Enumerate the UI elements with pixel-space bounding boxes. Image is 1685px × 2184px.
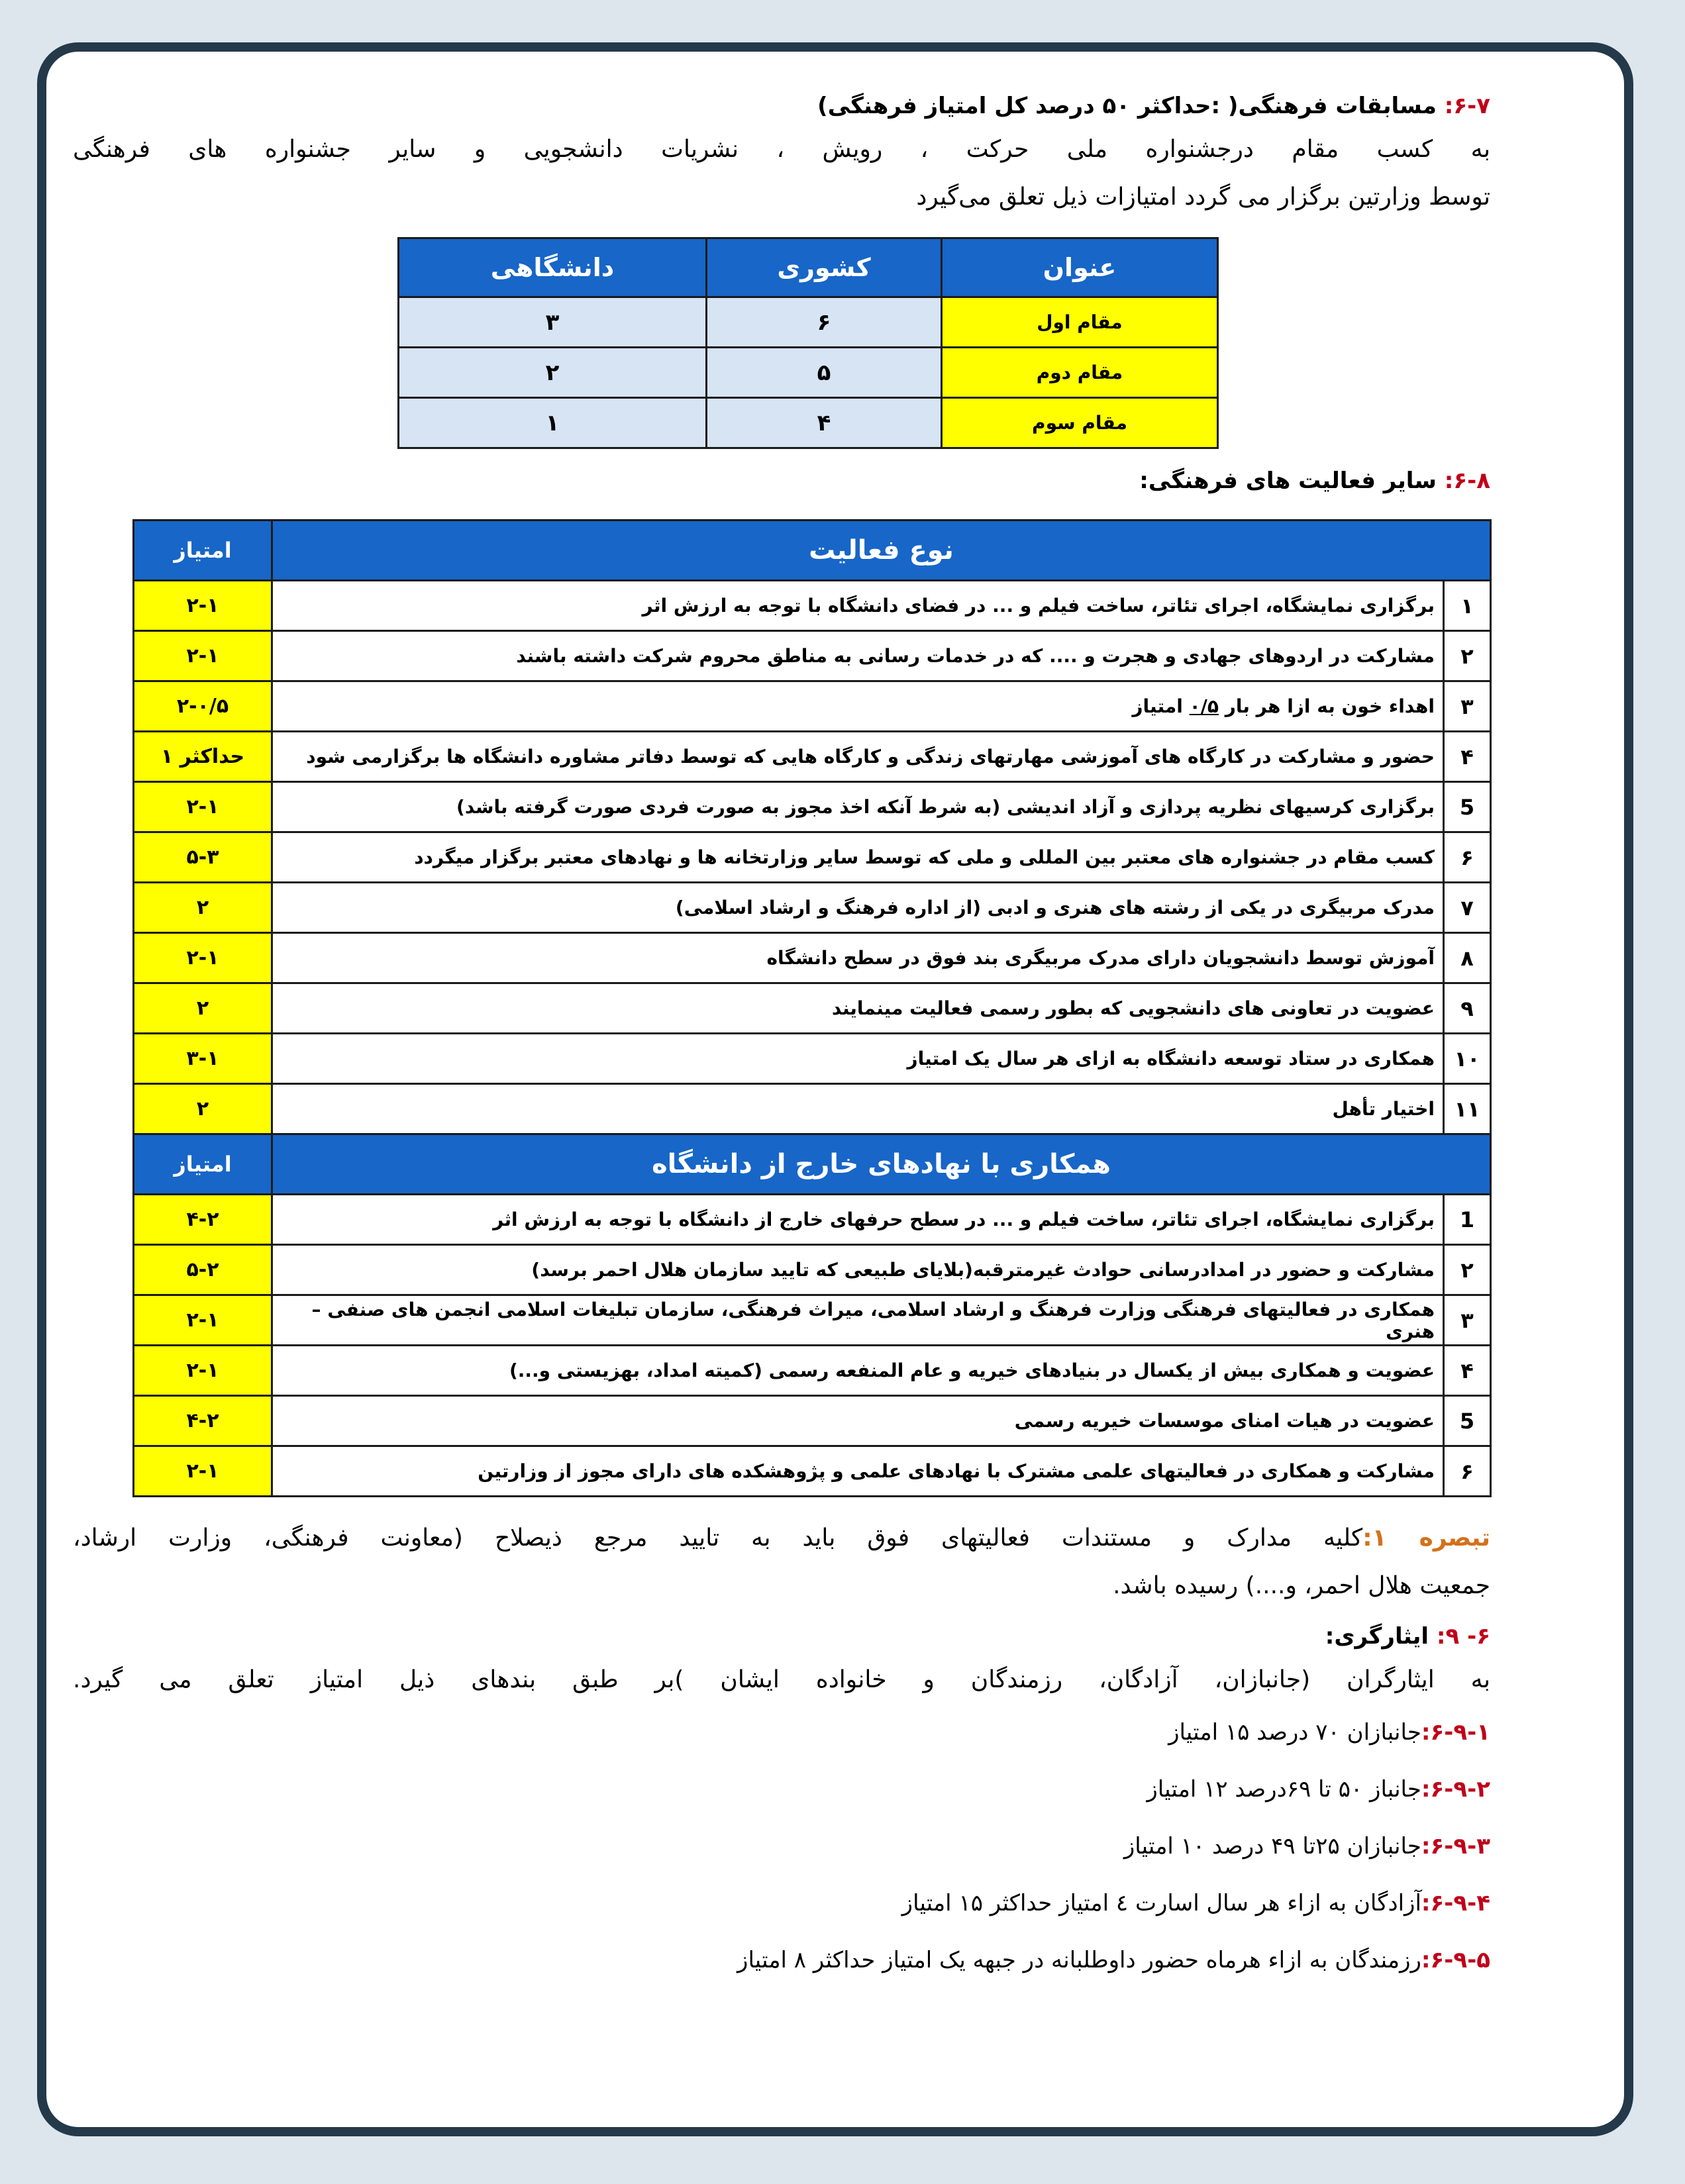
activity-points: ۵-۲ [134, 1245, 272, 1295]
activity-text: مشارکت و همکاری در فعالیتهای علمی مشترک با نهادهای علمی و پژوهشکده های دارای مجوز از وزارتین [272, 1446, 1444, 1497]
activity-points: ۲-۱ [134, 933, 272, 983]
row-number: ۶ [1444, 1446, 1491, 1497]
table-row [134, 681, 1491, 732]
table-row [134, 832, 1491, 883]
row-number: ۸ [1444, 933, 1491, 983]
table-row [399, 348, 1218, 398]
activity-text: برگزاری کرسیهای نظریه پردازی و آزاد اندیشی (به شرط آنکه اخذ مجوز به صورت فردی صورت گرفته باشد) [272, 782, 1444, 832]
item-text: رزمندگان به ازاء هرماه حضور داوطلبانه در جبهه یک امتیاز حداکثر ۸ امتیاز [737, 1947, 1421, 1973]
competition-points-table [397, 237, 1219, 449]
section-9-number: ۶- ۹: [1436, 1623, 1490, 1650]
activity-text: مدرک مربیگری در یکی از رشته های هنری و ادبی (از اداره فرهنگ و ارشاد اسلامی) [272, 883, 1444, 933]
section-7-body-line1: به کسب مقام درجشنواره ملی حرکت ، رویش ، نشریات دانشجویی و سایر جشنواره های فرهنگی [73, 136, 1490, 163]
university-points: ۱ [399, 398, 707, 448]
activity-text: مشارکت در اردوهای جهادی و هجرت و .... که در خدمات رسانی به مناطق محروم شرکت داشته باشند [272, 631, 1444, 681]
activity-text: کسب مقام در جشنواره های معتبر بین المللی و ملی که توسط سایر وزارتخانه ها و نهادهای معتبر برگزار میگردد [272, 832, 1444, 883]
table-header-row [399, 238, 1218, 297]
table-row [134, 581, 1491, 631]
table-row [134, 782, 1491, 832]
national-points: ۴ [707, 398, 942, 448]
item-number: ۶-۹-۴: [1421, 1890, 1490, 1916]
item-text: جانباز ۵۰ تا ۶۹درصد ۱۲ امتیاز [1147, 1776, 1421, 1803]
document-content [73, 86, 1490, 1989]
section-8-heading [73, 461, 1490, 501]
col-header-national: کشوری [707, 238, 942, 297]
university-points: ۳ [399, 297, 707, 348]
note-1-line1 [73, 1514, 1490, 1562]
activity-points: ۲-۱ [134, 581, 272, 631]
row-number: ۴ [1444, 732, 1491, 782]
section-9-title: ایثارگری: [1325, 1623, 1429, 1650]
table-row [134, 1195, 1491, 1245]
activity-points: ۲ [134, 883, 272, 933]
row-number: ۷ [1444, 883, 1491, 933]
activity-points: ۲-۱ [134, 1346, 272, 1396]
section-7-body-line2: توسط وزارتین برگزار می گردد امتیازات ذیل تعلق می‌گیرد [916, 183, 1490, 211]
activity-points: ۳-۱ [134, 1034, 272, 1084]
activity-points: حداکثر ۱ [134, 732, 272, 782]
rank-label: مقام دوم [942, 348, 1218, 398]
table-row [134, 1295, 1491, 1346]
item-text: جانبازان ۷۰ درصد ۱۵ امتیاز [1168, 1719, 1421, 1746]
item-number: ۶-۹-۲: [1421, 1776, 1490, 1803]
item-number: ۶-۹-۵: [1421, 1947, 1490, 1973]
table-row [134, 1396, 1491, 1446]
university-points: ۲ [399, 348, 707, 398]
activity-points: ۲-۱ [134, 631, 272, 681]
section-9-heading [73, 1616, 1490, 1656]
note-1-label: تبصره ۱: [1362, 1524, 1490, 1552]
row-number: ۹ [1444, 983, 1491, 1034]
national-points: ۶ [707, 297, 942, 348]
activity-points: ۴-۲ [134, 1396, 272, 1446]
row-number: ۴ [1444, 1346, 1491, 1396]
activity-text-part: اهداء خون به ازا هر بار [1218, 695, 1435, 717]
section-8-number: ۶-۸: [1444, 468, 1490, 494]
section-9-intro: به ایثارگران (جانبازان، آزادگان، رزمندگان و خانواده ایشان )بر طبق بندهای ذیل امتیاز تعلق می گیرد. [73, 1666, 1490, 1693]
activity-text: مشارکت و حضور در امدادرسانی حوادث غیرمترقبه(بلایای طبیعی که تایید سازمان هلال احمر برسد) [272, 1245, 1444, 1295]
section-7-heading [73, 86, 1490, 126]
col-header-title: عنوان [942, 238, 1218, 297]
table-row [134, 732, 1491, 782]
activity-text: آموزش توسط دانشجویان دارای مدرک مربیگری بند فوق در سطح دانشگاه [272, 933, 1444, 983]
activity-text: برگزاری نمایشگاه، اجرای تئاتر، ساخت فیلم و ... در سطح حرفهای خارج از دانشگاه با توجه به ارزش اثر [272, 1195, 1444, 1245]
table-header-row [134, 521, 1491, 581]
row-number: ۶ [1444, 832, 1491, 883]
activity-text [272, 681, 1444, 732]
table-row [134, 983, 1491, 1034]
col-header-activity: نوع فعالیت [272, 521, 1491, 581]
table-row [134, 1034, 1491, 1084]
activities-table [132, 519, 1492, 1497]
row-number: 1 [1444, 1195, 1491, 1245]
activity-points: ۲-۱ [134, 1446, 272, 1497]
table-row [399, 398, 1218, 448]
activity-text-part: امتیاز [1132, 695, 1190, 717]
activity-text: عضویت در هیات امنای موسسات خیریه رسمی [272, 1396, 1444, 1446]
section-7-title: مسابقات فرهنگی( :حداکثر ۵۰ درصد کل امتیاز فرهنگی) [817, 93, 1437, 119]
list-item [73, 1761, 1490, 1818]
list-item [73, 1875, 1490, 1932]
section-7-number: ۶-۷: [1444, 93, 1490, 119]
activity-points: ۴-۲ [134, 1195, 272, 1245]
national-points: ۵ [707, 348, 942, 398]
activity-text: همکاری در ستاد توسعه دانشگاه به ازای هر سال یک امتیاز [272, 1034, 1444, 1084]
table-row [399, 297, 1218, 348]
table-header-row [134, 1134, 1491, 1195]
col-header-points: امتیاز [134, 521, 272, 581]
col-header-points: امتیاز [134, 1134, 272, 1195]
col-header-university: دانشگاهی [399, 238, 707, 297]
row-number: 5 [1444, 1396, 1491, 1446]
list-item [73, 1818, 1490, 1875]
activity-points: ۲-۰/۵ [134, 681, 272, 732]
activity-points: ۲ [134, 1084, 272, 1134]
activity-text: برگزاری نمایشگاه، اجرای تئاتر، ساخت فیلم و ... در فضای دانشگاه با توجه به ارزش اثر [272, 581, 1444, 631]
activity-text: اختیار تأهل [272, 1084, 1444, 1134]
item-text: جانبازان ۲۵تا ۴۹ درصد ۱۰ امتیاز [1123, 1833, 1421, 1860]
activity-text: عضویت در تعاونی های دانشجویی که بطور رسمی فعالیت مینمایند [272, 983, 1444, 1034]
item-text: آزادگان به ازاء هر سال اسارت ٤ امتیاز حداکثر ۱۵ امتیاز [901, 1890, 1421, 1916]
activity-points: ۲-۱ [134, 782, 272, 832]
list-item [73, 1932, 1490, 1989]
table-row [134, 933, 1491, 983]
note-1-line2: جمعیت هلال احمر، و....) رسیده باشد. [1113, 1572, 1490, 1599]
row-number: ۱۰ [1444, 1034, 1491, 1084]
row-number: 5 [1444, 782, 1491, 832]
rank-label: مقام اول [942, 297, 1218, 348]
activity-points: ۵-۳ [134, 832, 272, 883]
activity-points: ۲-۱ [134, 1295, 272, 1346]
row-number: ۲ [1444, 631, 1491, 681]
row-number: ۲ [1444, 1245, 1491, 1295]
note-1-text: کلیه مدارک و مستندات فعالیتهای فوق باید به تایید مرجع ذیصلاح (معاونت فرهنگی، وزارت ارشاد، [73, 1524, 1363, 1552]
row-number: ۳ [1444, 1295, 1491, 1346]
table-row [134, 631, 1491, 681]
list-item [73, 1704, 1490, 1761]
activity-text-underlined: ۰/۵ [1189, 695, 1219, 717]
col-header-external-activity: همکاری با نهادهای خارج از دانشگاه [272, 1134, 1491, 1195]
activity-text: عضویت و همکاری بیش از یکسال در بنیادهای خیریه و عام المنفعه رسمی (کمیته امداد، بهزیستی و...) [272, 1346, 1444, 1396]
item-number: ۶-۹-۱: [1421, 1719, 1490, 1746]
section-8-title: سایر فعالیت های فرهنگی: [1139, 468, 1437, 494]
row-number: ۱ [1444, 581, 1491, 631]
activity-text: حضور و مشارکت در کارگاه های آموزشی مهارتهای زندگی و کارگاه هایی که توسط دفاتر مشاوره دانشگاه ها برگزارمی شود [272, 732, 1444, 782]
table-row [134, 1084, 1491, 1134]
table-row [134, 883, 1491, 933]
table-row [134, 1245, 1491, 1295]
activity-text: همکاری در فعالیتهای فرهنگی وزارت فرهنگ و ارشاد اسلامی، میراث فرهنگی، سازمان تبلیغات اسلامی انجمن های صنفی – هنری [272, 1295, 1444, 1346]
table-row [134, 1346, 1491, 1396]
rank-label: مقام سوم [942, 398, 1218, 448]
activity-points: ۲ [134, 983, 272, 1034]
item-number: ۶-۹-۳: [1421, 1833, 1490, 1860]
row-number: ۳ [1444, 681, 1491, 732]
table-row [134, 1446, 1491, 1497]
row-number: ۱۱ [1444, 1084, 1491, 1134]
